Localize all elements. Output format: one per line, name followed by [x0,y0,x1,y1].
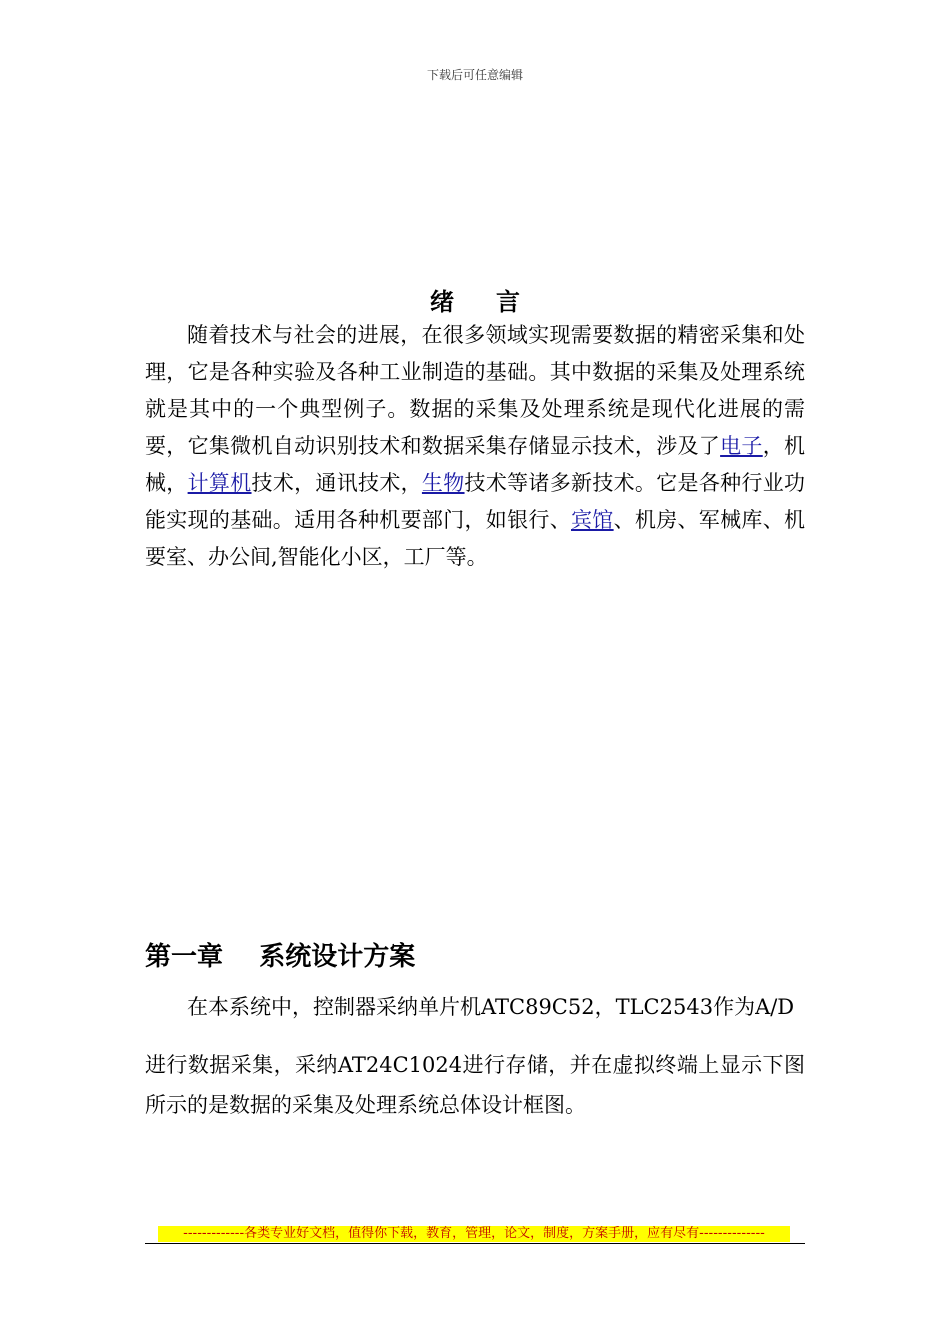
intro-title: 绪言 [430,287,562,316]
page-header-note: 下载后可任意编辑 [426,68,523,82]
intro-text-d: 技术等诸多新技术。它是各种行业功能实现的基础。适用各种机要部门，如银行、 [145,471,806,532]
link-electronics[interactable]: 电子 [720,434,763,458]
intro-text-a: 随着技术与社会的进展，在很多领域实现需要数据的精密采集和处理，它是各种实验及各种工业制造的基础。其中数据的采集及处理系统就是其中的一个典型例子。数据的采集及处理系统是现代化进展的需要，它集微机自动识别技术和数据采集存储显示技术，涉及了 [145,323,805,458]
footer-divider [145,1243,805,1244]
link-biology[interactable]: 生物 [421,471,465,495]
intro-text-e: 、机房、军械库、机要室、办公间,智能化小区，工厂等。 [145,508,806,569]
chapter-1-heading: 第一章 系统设计方案 [145,942,416,972]
chapter-1-line-1: 在本系统中，控制器采纳单片机ATC89C52，TLC2543作为A/D [187,995,795,1019]
chapter-1-line-2: 进行数据采集，采纳AT24C1024进行存储，并在虚拟终端上显示下图所示的是数据的采集及处理系统总体设计框图。 [145,1053,805,1117]
intro-text-b: ，机械， [145,434,806,495]
footer-banner: -------------各类专业好文档，值得你下载，教育，管理，论文，制度，方案手册，应有尽有-------------- [158,1226,790,1242]
link-hotel[interactable]: 宾馆 [571,508,614,532]
chapter-1-paragraph [145,987,805,1125]
link-computer[interactable]: 计算机 [187,471,252,495]
intro-paragraph [145,317,805,576]
intro-text-c: 技术，通讯技术， [251,471,422,495]
